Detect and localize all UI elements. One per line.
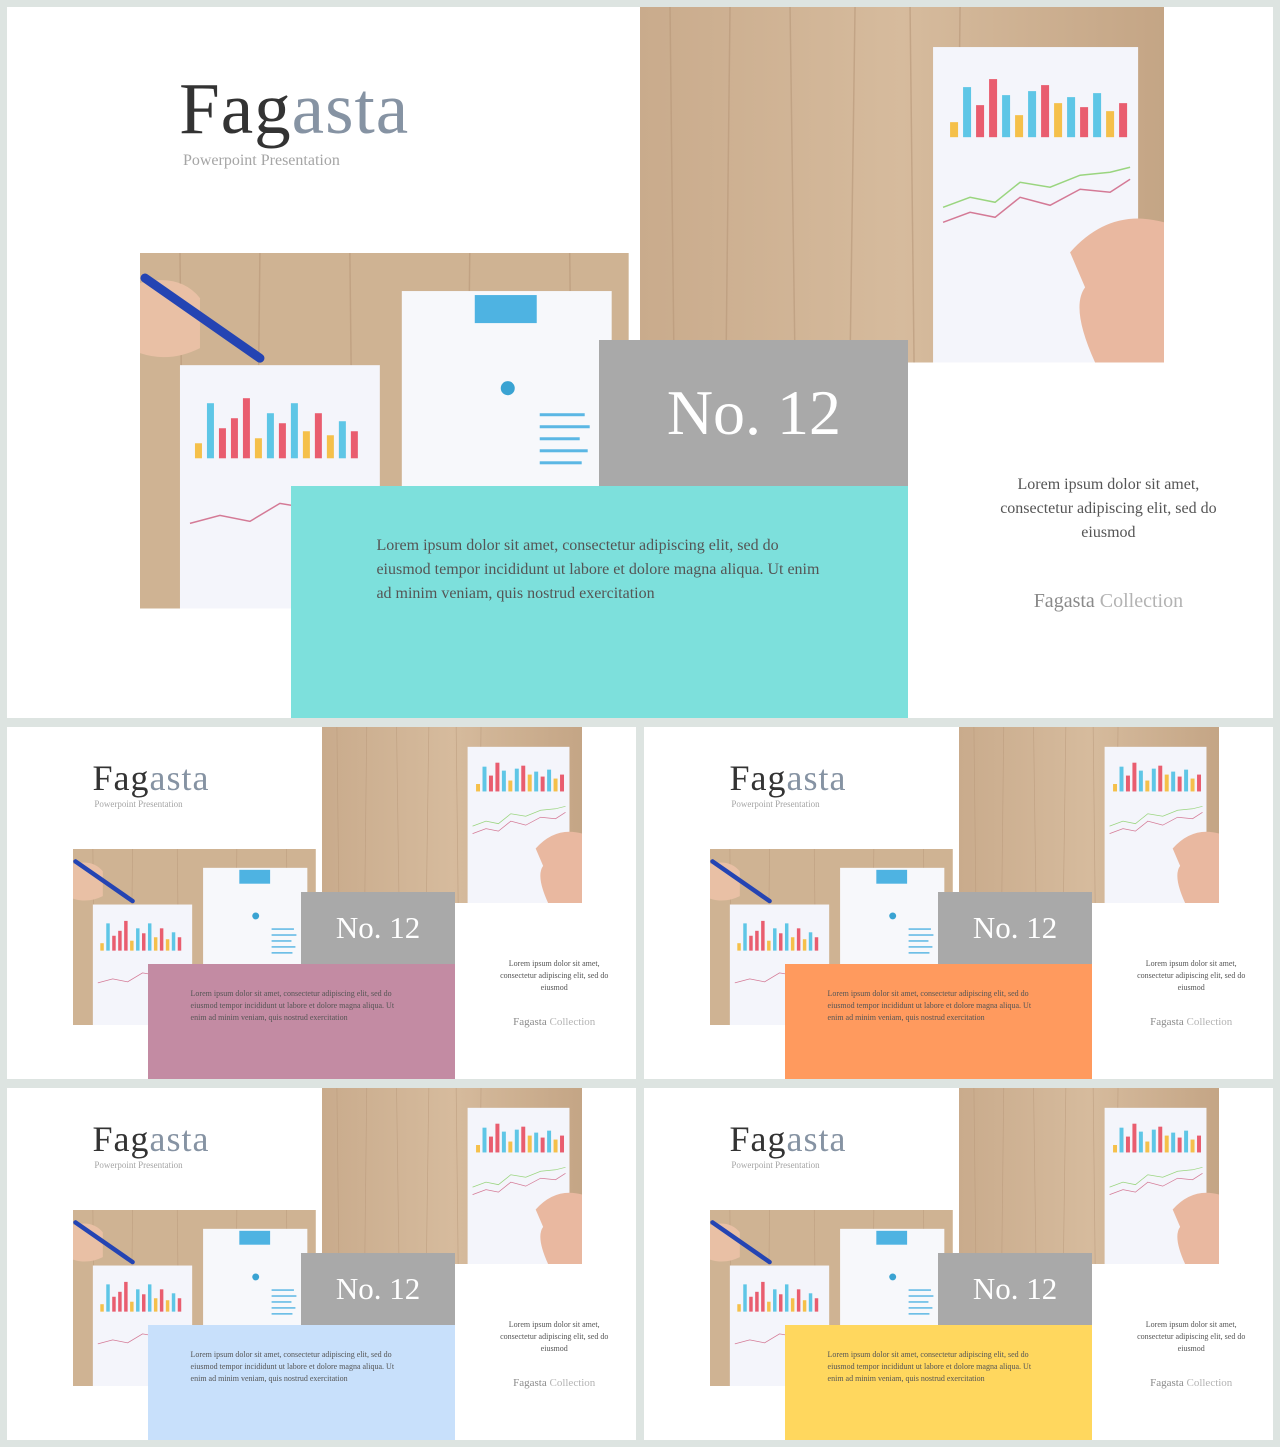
desk-report-photo	[322, 1088, 582, 1264]
brand-title: Fagasta	[729, 1118, 847, 1159]
accent-text-box	[785, 964, 1092, 1079]
number-badge: No. 12	[599, 340, 908, 486]
desk-report-photo	[959, 727, 1219, 903]
accent-text-box	[291, 486, 909, 718]
brand-title: Fagasta	[179, 67, 410, 149]
slide-preview-orange[interactable]	[644, 727, 1273, 1079]
box-body-text: Lorem ipsum dolor sit amet, consectetur adipiscing elit, sed do eiusmod tempor incididunt ut labore et dolore magna aliqua. Ut enim ad minim veniam, quis nostrud exercitation	[376, 536, 820, 602]
slide-preview-yellow[interactable]	[644, 1088, 1273, 1440]
slide-preview-large[interactable]	[7, 7, 1273, 718]
number-badge: No. 12	[938, 1253, 1091, 1326]
accent-text-box	[785, 1325, 1092, 1440]
collection-label: Fagasta Collection	[1150, 1376, 1233, 1389]
brand-subtitle: Powerpoint Presentation	[731, 799, 820, 810]
desk-report-photo	[322, 727, 582, 903]
brand-title: Fagasta	[729, 757, 847, 798]
desk-report-photo	[640, 7, 1164, 363]
number-badge: No. 12	[938, 892, 1091, 965]
side-body-text: Lorem ipsum dolor sit amet, consectetur adipiscing elit, sed do eiusmod	[500, 1319, 609, 1353]
side-body-text: Lorem ipsum dolor sit amet, consectetur adipiscing elit, sed do eiusmod	[1000, 475, 1217, 541]
side-body-text: Lorem ipsum dolor sit amet, consectetur adipiscing elit, sed do eiusmod	[500, 958, 609, 992]
slide-preview-pink[interactable]	[7, 727, 636, 1079]
number-badge: No. 12	[301, 892, 454, 965]
collection-label: Fagasta Collection	[1033, 590, 1184, 613]
box-body-text: Lorem ipsum dolor sit amet, consectetur adipiscing elit, sed do eiusmod tempor incididunt ut labore et dolore magna aliqua. Ut enim ad minim veniam, quis nostrud exercitation	[190, 1349, 395, 1383]
slide-preview-blue[interactable]	[7, 1088, 636, 1440]
brand-subtitle: Powerpoint Presentation	[94, 799, 183, 810]
box-body-text: Lorem ipsum dolor sit amet, consectetur adipiscing elit, sed do eiusmod tempor incididunt ut labore et dolore magna aliqua. Ut enim ad minim veniam, quis nostrud exercitation	[190, 988, 395, 1022]
box-body-text: Lorem ipsum dolor sit amet, consectetur adipiscing elit, sed do eiusmod tempor incididunt ut labore et dolore magna aliqua. Ut enim ad minim veniam, quis nostrud exercitation	[827, 988, 1032, 1022]
number-badge: No. 12	[301, 1253, 454, 1326]
box-body-text: Lorem ipsum dolor sit amet, consectetur adipiscing elit, sed do eiusmod tempor incididunt ut labore et dolore magna aliqua. Ut enim ad minim veniam, quis nostrud exercitation	[827, 1349, 1032, 1383]
brand-title: Fagasta	[92, 757, 210, 798]
collection-label: Fagasta Collection	[513, 1376, 596, 1389]
brand-subtitle: Powerpoint Presentation	[94, 1160, 183, 1171]
side-body-text: Lorem ipsum dolor sit amet, consectetur adipiscing elit, sed do eiusmod	[1137, 1319, 1246, 1353]
desk-report-photo	[959, 1088, 1219, 1264]
brand-subtitle: Powerpoint Presentation	[182, 152, 340, 170]
collection-label: Fagasta Collection	[513, 1015, 596, 1028]
side-body-text: Lorem ipsum dolor sit amet, consectetur adipiscing elit, sed do eiusmod	[1137, 958, 1246, 992]
collection-label: Fagasta Collection	[1150, 1015, 1233, 1028]
brand-subtitle: Powerpoint Presentation	[731, 1160, 820, 1171]
accent-text-box	[148, 1325, 455, 1440]
accent-text-box	[148, 964, 455, 1079]
brand-title: Fagasta	[92, 1118, 210, 1159]
